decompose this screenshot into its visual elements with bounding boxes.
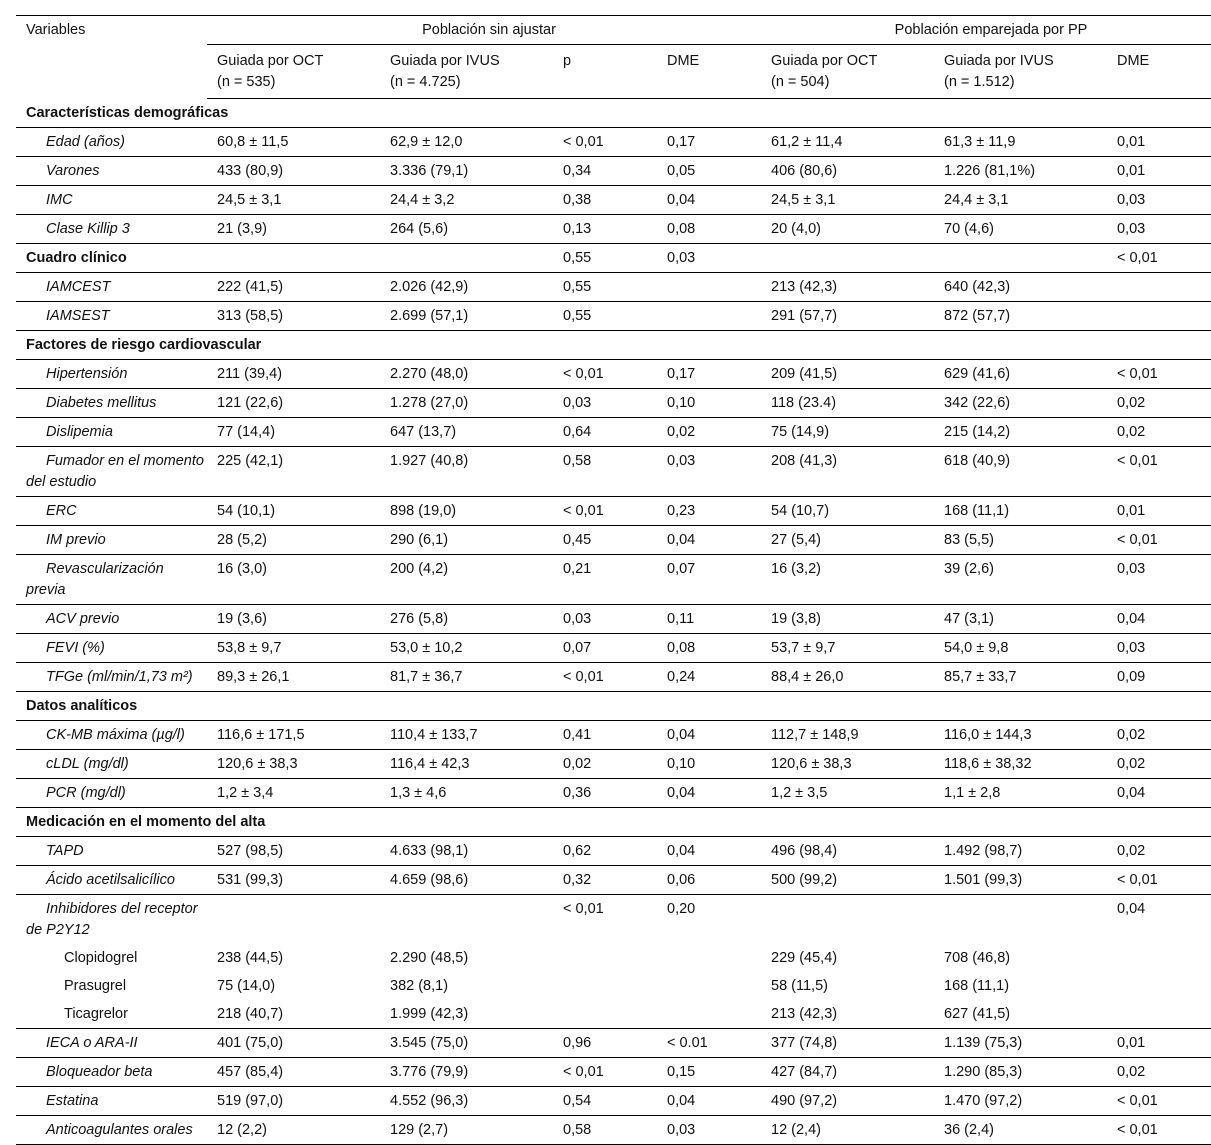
- cell-value: [934, 895, 1107, 945]
- cell-value: 0,10: [657, 750, 761, 779]
- table-row: [16, 128, 1211, 157]
- table-row: [16, 1058, 1211, 1087]
- table-row: [16, 418, 1211, 447]
- cell-value: 218 (40,7): [207, 1000, 380, 1029]
- table-body: [16, 99, 1211, 1145]
- cell-value: 1.927 (40,8): [380, 447, 553, 497]
- table-row: [16, 215, 1211, 244]
- header-group-matched: Población emparejada por PP: [761, 16, 1211, 45]
- cell-value: 0,03: [657, 1116, 761, 1145]
- section-row: [16, 99, 1211, 128]
- cell-value: [1107, 273, 1211, 302]
- cell-value: 53,7 ± 9,7: [761, 634, 934, 663]
- cell-value: 1.492 (98,7): [934, 837, 1107, 866]
- cell-value: 1.470 (97,2): [934, 1087, 1107, 1116]
- cell-value: 27 (5,4): [761, 526, 934, 555]
- cell-value: 0,55: [553, 244, 657, 273]
- row-label: TAPD: [16, 837, 207, 866]
- cell-value: 12 (2,4): [761, 1116, 934, 1145]
- cell-value: 28 (5,2): [207, 526, 380, 555]
- cell-value: 0,58: [553, 447, 657, 497]
- cell-value: 120,6 ± 38,3: [761, 750, 934, 779]
- cell-value: 0,08: [657, 634, 761, 663]
- cell-value: 60,8 ± 11,5: [207, 128, 380, 157]
- cell-value: 0,01: [1107, 1029, 1211, 1058]
- cell-value: 39 (2,6): [934, 555, 1107, 605]
- cell-value: 0,10: [657, 389, 761, 418]
- cell-value: 70 (4,6): [934, 215, 1107, 244]
- row-label: IAMSEST: [16, 302, 207, 331]
- cell-value: 0,02: [553, 750, 657, 779]
- cell-value: 0,13: [553, 215, 657, 244]
- table-row: [16, 837, 1211, 866]
- cell-value: 116,6 ± 171,5: [207, 721, 380, 750]
- row-label: Inhibidores del receptor de P2Y12: [26, 901, 198, 938]
- cell-value: [380, 244, 553, 273]
- cell-value: 0,23: [657, 497, 761, 526]
- cell-value: 0,58: [553, 1116, 657, 1145]
- row-label: Edad (años): [16, 128, 207, 157]
- table-row: [16, 157, 1211, 186]
- cell-value: 2.270 (48,0): [380, 360, 553, 389]
- section-title: Cuadro clínico: [16, 244, 207, 273]
- cell-value: 0,02: [1107, 721, 1211, 750]
- table-row: [16, 663, 1211, 692]
- row-label: Fumador en el momento del estudio: [16, 447, 207, 497]
- cell-value: < 0,01: [553, 1058, 657, 1087]
- table-row: [16, 750, 1211, 779]
- cell-value: 4.633 (98,1): [380, 837, 553, 866]
- cell-value: 12 (2,2): [207, 1116, 380, 1145]
- table-row: [16, 360, 1211, 389]
- cell-value: 24,4 ± 3,1: [934, 186, 1107, 215]
- cell-value: 3.776 (79,9): [380, 1058, 553, 1087]
- row-label: PCR (mg/dl): [16, 779, 207, 808]
- cell-value: 0,17: [657, 128, 761, 157]
- table-row: [16, 866, 1211, 895]
- cell-value: 4.552 (96,3): [380, 1087, 553, 1116]
- cell-value: 290 (6,1): [380, 526, 553, 555]
- cell-value: 0,04: [1117, 901, 1146, 917]
- cell-value: 54 (10,1): [207, 497, 380, 526]
- cell-value: [934, 244, 1107, 273]
- cell-value: [1107, 972, 1211, 1000]
- cell-value: 36 (2,4): [934, 1116, 1107, 1145]
- cell-value: [553, 1000, 657, 1029]
- cell-value: 0,96: [553, 1029, 657, 1058]
- cell-value: [207, 244, 380, 273]
- cell-value: 0,03: [1107, 215, 1211, 244]
- cell-value: 627 (41,5): [934, 1000, 1107, 1029]
- cell-value: 872 (57,7): [934, 302, 1107, 331]
- cell-value: 531 (99,3): [207, 866, 380, 895]
- cell-value: 16 (3,0): [207, 555, 380, 605]
- cell-value: 88,4 ± 26,0: [761, 663, 934, 692]
- cell-value: 433 (80,9): [207, 157, 380, 186]
- cell-value: 0,21: [553, 555, 657, 605]
- cell-value: 24,5 ± 3,1: [207, 186, 380, 215]
- table-row: [16, 605, 1211, 634]
- cell-value: 0,01: [1107, 157, 1211, 186]
- cell-value: [761, 895, 934, 945]
- cell-value: 527 (98,5): [207, 837, 380, 866]
- cell-value: 225 (42,1): [207, 447, 380, 497]
- cell-value: 85,7 ± 33,7: [934, 663, 1107, 692]
- table-row: [16, 721, 1211, 750]
- cell-value: 24,4 ± 3,2: [380, 186, 553, 215]
- cell-value: [761, 244, 934, 273]
- cell-value: 0,04: [1107, 605, 1211, 634]
- cell-value: 342 (22,6): [934, 389, 1107, 418]
- row-label: Anticoagulantes orales: [16, 1116, 207, 1145]
- row-label: Revascularización previa: [16, 555, 207, 605]
- cell-value: 0,04: [1107, 779, 1211, 808]
- cell-value: 708 (46,8): [944, 950, 1011, 966]
- cell-value: 208 (41,3): [761, 447, 934, 497]
- section-title: Factores de riesgo cardiovascular: [16, 331, 1211, 360]
- table-row: [16, 555, 1211, 605]
- cell-value: 77 (14,4): [207, 418, 380, 447]
- cell-value: 0,32: [553, 866, 657, 895]
- row-label: TFGe (ml/min/1,73 m²): [16, 663, 207, 692]
- cell-value: 54 (10,7): [761, 497, 934, 526]
- header-ivus-unadjusted: Guiada por IVUS (n = 4.725): [380, 45, 553, 99]
- cell-value: 1,3 ± 4,6: [380, 779, 553, 808]
- cell-value: 4.659 (98,6): [380, 866, 553, 895]
- table-row: [16, 389, 1211, 418]
- cell-value: 0,07: [553, 634, 657, 663]
- cell-value: 427 (84,7): [761, 1058, 934, 1087]
- cell-value: [657, 972, 761, 1000]
- cell-value: 0,07: [657, 555, 761, 605]
- row-label: Estatina: [16, 1087, 207, 1116]
- cell-value: 19 (3,8): [761, 605, 934, 634]
- cell-value: 0,54: [553, 1087, 657, 1116]
- section-title: Características demográficas: [16, 99, 1211, 128]
- row-label: cLDL (mg/dl): [16, 750, 207, 779]
- cell-value: < 0,01: [1107, 866, 1211, 895]
- cell-value: 120,6 ± 38,3: [207, 750, 380, 779]
- header-dme-matched: DME: [1107, 45, 1211, 99]
- cell-value: [657, 302, 761, 331]
- cell-value: 121 (22,6): [207, 389, 380, 418]
- cell-value: 61,2 ± 11,4: [761, 128, 934, 157]
- cell-value: 898 (19,0): [380, 497, 553, 526]
- cell-value: < 0,01: [563, 901, 604, 917]
- cell-value: 229 (45,4): [771, 950, 838, 966]
- cell-value: 457 (85,4): [207, 1058, 380, 1087]
- cell-value: < 0,01: [1107, 1087, 1211, 1116]
- cell-value: 222 (41,5): [207, 273, 380, 302]
- cell-value: < 0,01: [553, 497, 657, 526]
- cell-value: 0,45: [553, 526, 657, 555]
- comparison-table: [16, 15, 1211, 1145]
- table-row: [16, 497, 1211, 526]
- cell-value: 0,09: [1107, 663, 1211, 692]
- cell-value: 62,9 ± 12,0: [380, 128, 553, 157]
- table-row: [16, 186, 1211, 215]
- cell-value: 0,02: [657, 418, 761, 447]
- cell-value: 0,06: [657, 866, 761, 895]
- cell-value: 0,36: [553, 779, 657, 808]
- cell-value: 213 (42,3): [761, 1000, 934, 1029]
- cell-value: 215 (14,2): [934, 418, 1107, 447]
- row-label: Clopidogrel: [64, 950, 138, 966]
- cell-value: 0,01: [1107, 497, 1211, 526]
- cell-value: 0,04: [657, 721, 761, 750]
- cell-value: < 0.01: [657, 1029, 761, 1058]
- cell-value: 406 (80,6): [761, 157, 934, 186]
- cell-value: [553, 944, 657, 972]
- cell-value: 0,04: [657, 837, 761, 866]
- cell-value: 276 (5,8): [380, 605, 553, 634]
- cell-value: 2.290 (48,5): [390, 950, 469, 966]
- cell-value: 1.501 (99,3): [934, 866, 1107, 895]
- cell-value: [1107, 1000, 1211, 1029]
- table-row: [16, 1087, 1211, 1116]
- cell-value: 0,55: [553, 302, 657, 331]
- cell-value: 112,7 ± 148,9: [761, 721, 934, 750]
- cell-value: 24,5 ± 3,1: [761, 186, 934, 215]
- cell-value: [657, 944, 761, 972]
- table-row: [16, 1116, 1211, 1145]
- table-row: [16, 634, 1211, 663]
- cell-value: 3.336 (79,1): [380, 157, 553, 186]
- cell-value: 0,01: [1107, 128, 1211, 157]
- cell-value: 0,17: [657, 360, 761, 389]
- cell-value: < 0,01: [553, 128, 657, 157]
- row-label: Diabetes mellitus: [16, 389, 207, 418]
- cell-value: < 0,01: [553, 360, 657, 389]
- cell-value: 89,3 ± 26,1: [207, 663, 380, 692]
- cell-value: < 0,01: [1107, 526, 1211, 555]
- cell-value: [657, 1000, 761, 1029]
- row-label: Ticagrelor: [16, 1000, 207, 1029]
- cell-value: 0,55: [553, 273, 657, 302]
- cell-value: 168 (11,1): [934, 497, 1107, 526]
- cell-value: 377 (74,8): [761, 1029, 934, 1058]
- cell-value: 1,2 ± 3,5: [761, 779, 934, 808]
- cell-value: 54,0 ± 9,8: [934, 634, 1107, 663]
- cell-value: 0,03: [1107, 555, 1211, 605]
- row-label: Prasugrel: [64, 978, 127, 994]
- cell-value: 1.139 (75,3): [934, 1029, 1107, 1058]
- cell-value: 1.278 (27,0): [380, 389, 553, 418]
- cell-value: 118,6 ± 38,32: [934, 750, 1107, 779]
- section-title: Datos analíticos: [16, 692, 1211, 721]
- cell-value: 0,04: [657, 526, 761, 555]
- cell-value: 168 (11,1): [944, 978, 1010, 994]
- cell-value: [657, 273, 761, 302]
- header-ivus-matched: Guiada por IVUS (n = 1.512): [934, 45, 1107, 99]
- cell-value: 496 (98,4): [761, 837, 934, 866]
- row-label: Bloqueador beta: [16, 1058, 207, 1087]
- cell-value: 647 (13,7): [380, 418, 553, 447]
- row-label: ACV previo: [16, 605, 207, 634]
- cell-value: 0,05: [657, 157, 761, 186]
- row-label: IECA o ARA-II: [16, 1029, 207, 1058]
- cell-value: 1,1 ± 2,8: [934, 779, 1107, 808]
- cell-value: 0,24: [657, 663, 761, 692]
- cell-value: 500 (99,2): [761, 866, 934, 895]
- cell-value: 640 (42,3): [934, 273, 1107, 302]
- cell-value: 0,03: [657, 447, 761, 497]
- table-row: [16, 895, 1211, 945]
- row-label: ERC: [16, 497, 207, 526]
- cell-value: 75 (14,9): [761, 418, 934, 447]
- cell-value: 2.026 (42,9): [380, 273, 553, 302]
- cell-value: 382 (8,1): [390, 978, 449, 994]
- cell-value: < 0,01: [1107, 360, 1211, 389]
- cell-value: 0,03: [1107, 186, 1211, 215]
- cell-value: 47 (3,1): [934, 605, 1107, 634]
- cell-value: 61,3 ± 11,9: [934, 128, 1107, 157]
- row-label: IM previo: [16, 526, 207, 555]
- cell-value: [1107, 302, 1211, 331]
- row-label: Varones: [16, 157, 207, 186]
- cell-value: [207, 895, 380, 945]
- cell-value: 213 (42,3): [761, 273, 934, 302]
- cell-value: 16 (3,2): [761, 555, 934, 605]
- cell-value: 0,04: [657, 779, 761, 808]
- row-label: CK-MB máxima (µg/l): [16, 721, 207, 750]
- cell-value: 209 (41,5): [761, 360, 934, 389]
- cell-value: 1.290 (85,3): [934, 1058, 1107, 1087]
- cell-value: 0,02: [1107, 1058, 1211, 1087]
- cell-value: 58 (11,5): [771, 978, 828, 994]
- cell-value: 3.545 (75,0): [380, 1029, 553, 1058]
- cell-value: 264 (5,6): [380, 215, 553, 244]
- cell-value: 53,0 ± 10,2: [380, 634, 553, 663]
- row-label: Hipertensión: [16, 360, 207, 389]
- cell-value: 1.999 (42,3): [380, 1000, 553, 1029]
- table-row: [16, 972, 1211, 1000]
- cell-value: < 0,01: [553, 663, 657, 692]
- cell-value: 2.699 (57,1): [380, 302, 553, 331]
- row-label: Clase Killip 3: [16, 215, 207, 244]
- cell-value: 401 (75,0): [207, 1029, 380, 1058]
- section-title: Medicación en el momento del alta: [16, 808, 1211, 837]
- cell-value: 1.226 (81,1%): [934, 157, 1107, 186]
- cell-value: 116,4 ± 42,3: [380, 750, 553, 779]
- section-row: [16, 244, 1211, 273]
- cell-value: 116,0 ± 144,3: [934, 721, 1107, 750]
- cell-value: 75 (14,0): [217, 978, 276, 994]
- cell-value: 211 (39,4): [207, 360, 380, 389]
- table-row: [16, 1029, 1211, 1058]
- table-row: [16, 302, 1211, 331]
- row-label: FEVI (%): [16, 634, 207, 663]
- cell-value: 118 (23.4): [761, 389, 934, 418]
- cell-value: 19 (3,6): [207, 605, 380, 634]
- row-label: IAMCEST: [16, 273, 207, 302]
- cell-value: 200 (4,2): [380, 555, 553, 605]
- cell-value: < 0,01: [1107, 447, 1211, 497]
- table-row: [16, 273, 1211, 302]
- section-row: [16, 808, 1211, 837]
- cell-value: 0,04: [657, 1087, 761, 1116]
- cell-value: 0,62: [553, 837, 657, 866]
- cell-value: 0,03: [657, 244, 761, 273]
- cell-value: 83 (5,5): [934, 526, 1107, 555]
- cell-value: 1,2 ± 3,4: [207, 779, 380, 808]
- cell-value: 0,03: [553, 389, 657, 418]
- cell-value: 519 (97,0): [207, 1087, 380, 1116]
- header-group-unadjusted: Población sin ajustar: [207, 16, 761, 45]
- cell-value: 0,02: [1107, 837, 1211, 866]
- cell-value: 238 (44,5): [217, 950, 284, 966]
- header-oct-unadjusted: Guiada por OCT (n = 535): [207, 45, 380, 99]
- table-row: [16, 526, 1211, 555]
- cell-value: 81,7 ± 36,7: [380, 663, 553, 692]
- cell-value: 0,11: [657, 605, 761, 634]
- header-group-row: [16, 16, 1211, 45]
- header-dme-unadjusted: DME: [657, 45, 761, 99]
- header-p: p: [553, 45, 657, 99]
- cell-value: 291 (57,7): [761, 302, 934, 331]
- header-oct-matched: Guiada por OCT (n = 504): [761, 45, 934, 99]
- cell-value: 0,02: [1107, 750, 1211, 779]
- cell-value: 129 (2,7): [380, 1116, 553, 1145]
- cell-value: 0,04: [657, 186, 761, 215]
- cell-value: 0,03: [1107, 634, 1211, 663]
- row-label: IMC: [16, 186, 207, 215]
- cell-value: 618 (40,9): [934, 447, 1107, 497]
- cell-value: 0,03: [553, 605, 657, 634]
- cell-value: 53,8 ± 9,7: [207, 634, 380, 663]
- table-row: [16, 447, 1211, 497]
- cell-value: 110,4 ± 133,7: [380, 721, 553, 750]
- cell-value: 20 (4,0): [761, 215, 934, 244]
- cell-value: < 0,01: [1107, 1116, 1211, 1145]
- cell-value: 313 (58,5): [207, 302, 380, 331]
- table-row: [16, 944, 1211, 972]
- cell-value: [380, 895, 553, 945]
- cell-value: 0,41: [553, 721, 657, 750]
- section-row: [16, 331, 1211, 360]
- cell-value: 0,34: [553, 157, 657, 186]
- cell-value: 490 (97,2): [761, 1087, 934, 1116]
- table-row: [16, 1000, 1211, 1029]
- cell-value: [553, 972, 657, 1000]
- table-row: [16, 779, 1211, 808]
- row-label: Dislipemia: [16, 418, 207, 447]
- cell-value: [1107, 944, 1211, 972]
- row-label: Ácido acetilsalicílico: [16, 866, 207, 895]
- cell-value: 0,38: [553, 186, 657, 215]
- cell-value: 21 (3,9): [207, 215, 380, 244]
- cell-value: 629 (41,6): [934, 360, 1107, 389]
- cell-value: 0,02: [1107, 418, 1211, 447]
- cell-value: 0,08: [657, 215, 761, 244]
- cell-value: 0,02: [1107, 389, 1211, 418]
- cell-value: 0,15: [657, 1058, 761, 1087]
- cell-value: 0,64: [553, 418, 657, 447]
- header-variables: Variables: [16, 16, 207, 99]
- cell-value: < 0,01: [1107, 244, 1211, 273]
- cell-value: 0,20: [667, 901, 696, 917]
- section-row: [16, 692, 1211, 721]
